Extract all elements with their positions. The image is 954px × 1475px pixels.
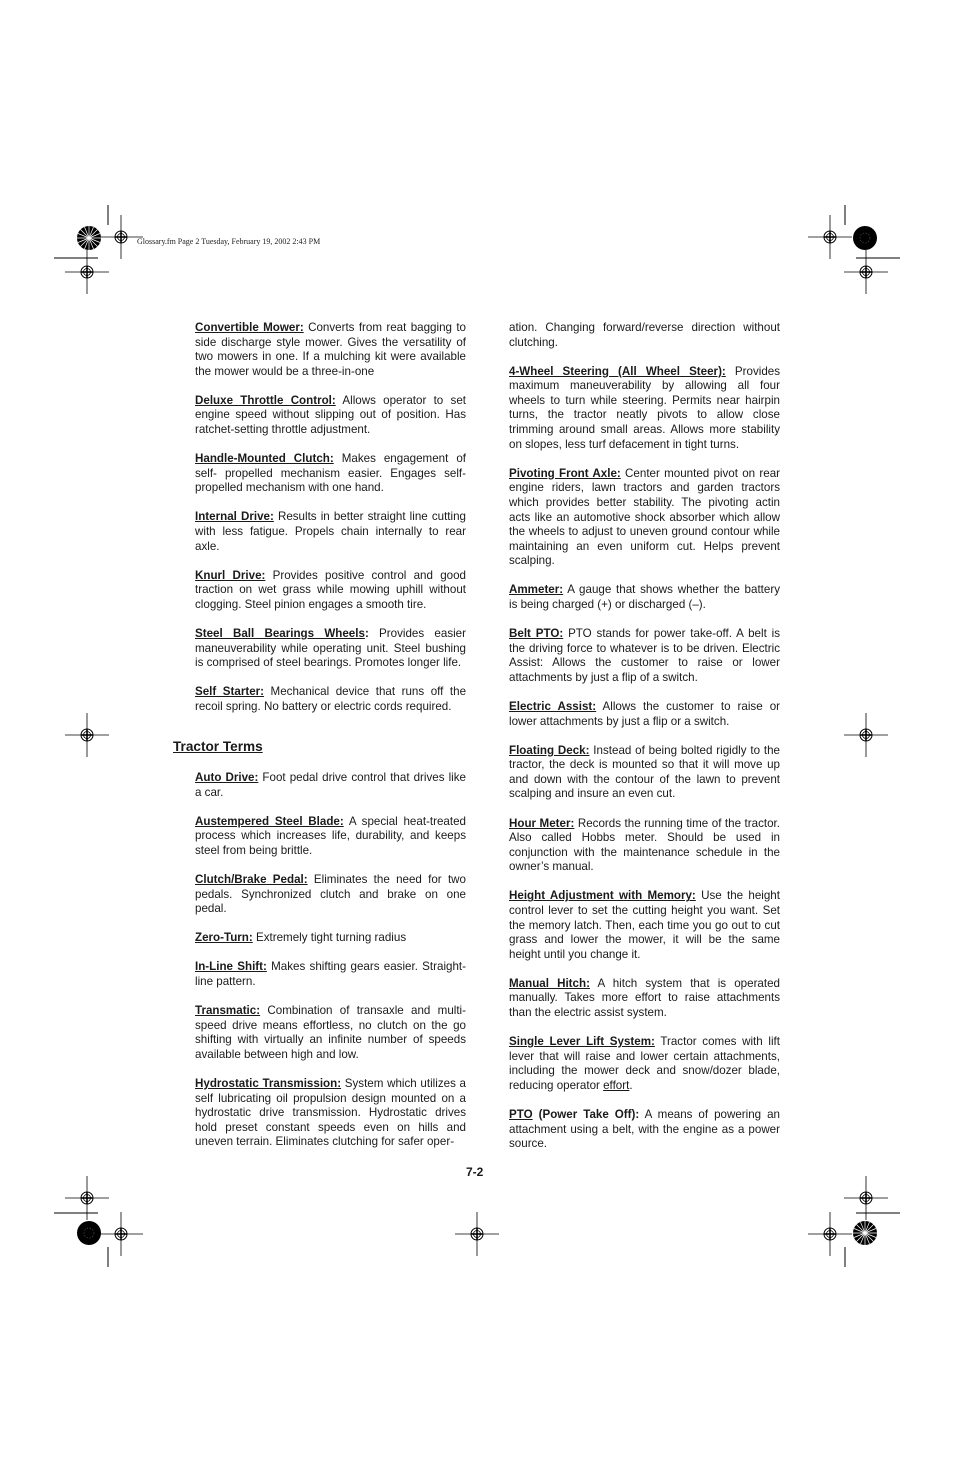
glossary-entry: [509, 321, 780, 350]
glossary-entry: [509, 583, 780, 612]
glossary-definition: Provides easier maneuverability while operating unit. Steel bushing is comprised of steel bearings. Promotes longer life.: [195, 627, 466, 670]
glossary-definition: A gauge that shows whether the battery is being charged (+) or discharged (–).: [509, 583, 780, 611]
glossary-definition: Combination of transaxle and multi-speed drive means effortless, no clutch on the go shifting with virtually an infinite number of speeds available between high and low.: [195, 1004, 466, 1061]
glossary-definition: Instead of being bolted rigidly to the tractor, the deck is mounted so that it will move up and down with the contour of the lawn to prevent scalping and insure an even cut.: [509, 743, 780, 801]
glossary-entry: [509, 1035, 780, 1093]
glossary-term: Hydrostatic Transmission:: [195, 1076, 342, 1090]
glossary-term: Knurl Drive:: [195, 568, 266, 582]
glossary-definition: Records the running time of the tractor. Also called Hobbs meter. Should be used in conjunction with the maintenance schedule in the owner’s manual.: [509, 816, 780, 874]
glossary-definition: Mechanical device that runs off the recoil spring. No battery or electric cords required.: [195, 685, 467, 713]
glossary-term: Austempered Steel Blade:: [195, 814, 344, 828]
glossary-column-left: [195, 321, 466, 729]
glossary-definition: A means of powering an attachment using a belt, with the engine as a power source.: [509, 1108, 780, 1151]
glossary-term: Hour Meter:: [509, 816, 575, 830]
glossary-definition: Eliminates the need for two pedals. Synchronized clutch and brake on one pedal.: [195, 872, 466, 916]
glossary-entry: [195, 1077, 466, 1150]
glossary-term: PTO: [509, 1108, 533, 1122]
glossary-term: In-Line Shift:: [195, 960, 267, 974]
glossary-entry: [509, 889, 780, 962]
glossary-entry: [509, 817, 780, 875]
glossary-entry: [509, 1108, 780, 1152]
glossary-definition: Provides maximum maneuverability by allowing all four wheels to turn while steering. Permits near hairpin turns, the tractor neatly pivots to allow close trimming around small areas. Allows more stability on slopes, less turf defacement in tight turns.: [509, 364, 781, 451]
section-heading-tractor-terms: Tractor Terms: [173, 739, 263, 754]
glossary-definition: Makes engagement of self- propelled mechanism easier. Engages self-propelled mechanism with one hand.: [195, 452, 466, 495]
glossary-entry: [195, 627, 466, 671]
glossary-entry: [509, 977, 780, 1021]
glossary-term: Handle-Mounted Clutch:: [195, 452, 334, 466]
glossary-definition-tail: .: [629, 1078, 633, 1092]
glossary-entry: [195, 771, 466, 800]
glossary-entry: [195, 569, 466, 613]
glossary-entry: [195, 685, 466, 714]
glossary-entry: [195, 321, 466, 379]
page-number: 7-2: [466, 1165, 484, 1179]
glossary-entry: [195, 960, 466, 989]
glossary-definition: Allows operator to set engine speed without slipping out of position. Has ratchet-setting throttle adjustment.: [195, 393, 466, 437]
glossary-term: Single Lever Lift System:: [509, 1035, 655, 1049]
glossary-term: Zero-Turn:: [195, 931, 253, 945]
glossary-entry: [195, 452, 466, 496]
glossary-term-suffix: :: [364, 627, 369, 640]
glossary-term: Belt PTO:: [509, 627, 564, 641]
glossary-entry: [509, 365, 780, 453]
glossary-entry: [509, 744, 780, 802]
glossary-term: Height Adjustment with Memory:: [509, 889, 696, 903]
glossary-entry: [195, 931, 466, 946]
glossary-definition: A special heat-treated process which increases life, durability, and keeps steel from being brittle.: [195, 814, 466, 857]
glossary-entry: [195, 873, 466, 917]
glossary-definition: Extremely tight turning radius: [252, 931, 407, 945]
glossary-definition: Converts from reat bagging to side discharge style mower. Gives the versatility of two mowers in one. If a mulching kit were available the mower would be a three-in-one: [195, 321, 466, 378]
glossary-entry: [509, 627, 780, 685]
glossary-term: Ammeter:: [509, 583, 564, 597]
glossary-term: Convertible Mower:: [195, 321, 304, 334]
glossary-definition: PTO stands for power take-off. A belt is the driving force to whatever is to be driven. Electric Assist: Allows the customer to raise or lower attachments by just a flip of a switch.: [509, 627, 781, 684]
glossary-term: Electric Assist:: [509, 699, 597, 713]
glossary-term: Floating Deck:: [509, 743, 590, 757]
glossary-term: Deluxe Throttle Control:: [195, 393, 336, 407]
glossary-definition: Center mounted pivot on rear engine riders, lawn tractors and garden tractors which provides better stability. The pivoting actin acts like an automotive shock absorber which allow the wheels to adjust to uneven ground contour while maintaining an even uniform cut. Helps prevent scalping.: [509, 466, 781, 568]
glossary-underlined-word: effort: [603, 1078, 630, 1092]
glossary-definition: A hitch system that is operated manually. Takes more effort to raise attachments than the electric assist system.: [509, 976, 780, 1020]
glossary-term: Auto Drive:: [195, 771, 259, 784]
glossary-term-suffix: (Power Take Off):: [532, 1108, 640, 1122]
glossary-column-right: [509, 321, 780, 1166]
glossary-term: 4-Wheel Steering (All Wheel Steer):: [509, 364, 726, 378]
glossary-definition: System which utilizes a self lubricating oil propulsion design mounted on a hydrostatic drive transmission. Hydrostatic drives hold preset constant speeds even on hills and uneven terrain. Eliminates clutching for safer oper-: [195, 1076, 466, 1149]
glossary-column-tractor-terms: [195, 771, 466, 1164]
glossary-entry: [195, 1004, 466, 1062]
glossary-entry: [195, 394, 466, 438]
glossary-entry: [195, 815, 466, 859]
glossary-term: Clutch/Brake Pedal:: [195, 872, 308, 886]
glossary-definition: Tractor comes with lift lever that will raise and lower certain attachments, including the mower deck and snow/dozer blade, reducing operator: [509, 1035, 780, 1092]
glossary-definition: Allows the customer to raise or lower attachments by just a flip or a switch.: [509, 699, 780, 728]
glossary-entry: [509, 700, 780, 729]
glossary-definition: Provides positive control and good traction on wet grass while mowing uphill without clogging. Steel pinion engages a smooth tire.: [195, 568, 466, 611]
glossary-definition: Makes shifting gears easier. Straight-line pattern.: [195, 960, 466, 988]
glossary-definition: Use the height control lever to set the cutting height you want. Set the memory latch. Then, each time you go out to cut grass and lower the mower, it will be the same height until you change it.: [509, 889, 780, 961]
glossary-entry: [509, 467, 780, 569]
glossary-term: Internal Drive:: [195, 510, 274, 524]
glossary-term: Self Starter:: [195, 685, 265, 699]
glossary-definition: Foot pedal drive control that drives like a car.: [195, 771, 467, 799]
glossary-entry: [195, 510, 466, 554]
file-info-slug: Glossary.fm Page 2 Tuesday, February 19, 2002 2:43 PM: [137, 237, 321, 246]
glossary-definition: ation. Changing forward/reverse direction without clutching.: [509, 321, 780, 349]
glossary-term: Pivoting Front Axle:: [509, 466, 621, 480]
glossary-term: Transmatic:: [195, 1004, 261, 1018]
glossary-definition: Results in better straight line cutting with less fatigue. Propels chain internally to rear axle.: [195, 510, 466, 553]
glossary-term: Manual Hitch:: [509, 976, 590, 990]
glossary-term: Steel Ball Bearings Wheels: [195, 627, 365, 640]
